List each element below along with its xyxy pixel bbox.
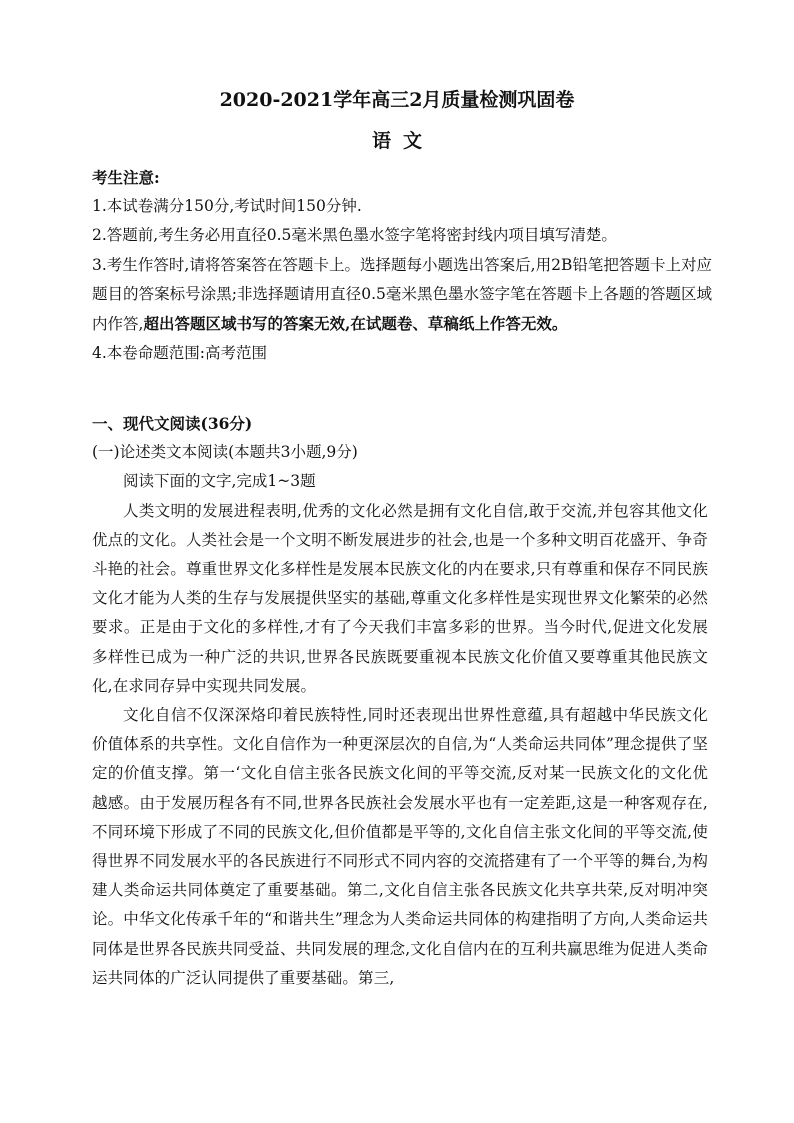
subject-title: 语文 — [371, 130, 434, 152]
notice-item-4: 4.本卷命题范围:高考范围 — [92, 344, 268, 363]
notice-heading: 考生注意: — [92, 168, 160, 187]
section-heading: 一、现代文阅读(36分) — [92, 414, 253, 433]
candidate-notice — [92, 163, 712, 368]
exam-title: 2020-2021学年高三2月质量检测巩固卷 — [219, 89, 575, 111]
notice-item-3 — [92, 251, 712, 340]
reading-instruction: 阅读下面的文字,完成1~3题 — [123, 472, 316, 491]
notice-item-3-text: 3.考生作答时,请将答案答在答题卡上。选择题每小题选出答案后,用2B铅笔把答题卡上对应题目的答案标号涂黑;非选择题请用直径0.5毫米黑色墨水签字笔在答题卡上各题的答题区域内作答, — [92, 255, 712, 334]
notice-item-3-warning: 超出答题区域书写的答案无效,在试题卷、草稿纸上作答无效。 — [143, 314, 568, 334]
modern-reading-section — [92, 409, 708, 993]
section-subheading: (一)论述类文本阅读(本题共3小题,9分) — [92, 443, 358, 462]
passage-paragraph-1: 人类文明的发展进程表明,优秀的文化必然是拥有文化自信,敢于交流,并包容其他文化优点的文化。人类社会是一个文明不断发展进步的社会,也是一个多种文明百花盛开、争奇斗艳的社会。尊重世界文化多样性是发展本民族文化的内在要求,只有尊重和保存不同民族文化才能为人类的生存与发展提供坚实的基础,尊重文化多样性是实现世界文化繁荣的必然要求。正是由于文化的多样性,才有了今天我们丰富多彩的世界。当今时代,促进文化发展多样性已成为一种广泛的共识,世界各民族既要重视本民族文化价值又要尊重其他民族文化,在求同存异中实现共同发展。 — [92, 501, 708, 695]
passage-paragraph-2: 文化自信不仅深深烙印着民族特性,同时还表现出世界性意蕴,具有超越中华民族文化价值体系的共享性。文化自信作为一种更深层次的自信,为“人类命运共同体”理念提供了坚定的价值支撑。第一‘文化自信主张各民族文化间的平等交流,反对某一民族文化的文化优越感。由于发展历程各有不同,世界各民族社会发展水平也有一定差距,这是一种客观存在,不同环境下形成了不同的民族文化,但价值都是平等的,文化自信主张文化间的平等交流,使得世界不同发展水平的各民族进行不同形式不同内容的交流搭建有了一个平等的舞台,为构建人类命运共同体奠定了重要基础。第二,文化自信主张各民族文化共享共荣,反对明冲突论。中华文化传承千年的“和谐共生”理念为人类命运共同体的构建指明了方向,人类命运共同体是世界各民族共同受益、共同发展的理念,文化自信内在的互利共赢思维为促进人类命运共同体的广泛认同提供了重要基础。第三, — [92, 706, 708, 987]
notice-item-2: 2.答题前,考生务必用直径0.5毫米黑色墨水签字笔将密封线内项目填写清楚。 — [92, 226, 617, 245]
notice-item-1: 1.本试卷满分150分,考试时间150分钟. — [92, 197, 362, 216]
